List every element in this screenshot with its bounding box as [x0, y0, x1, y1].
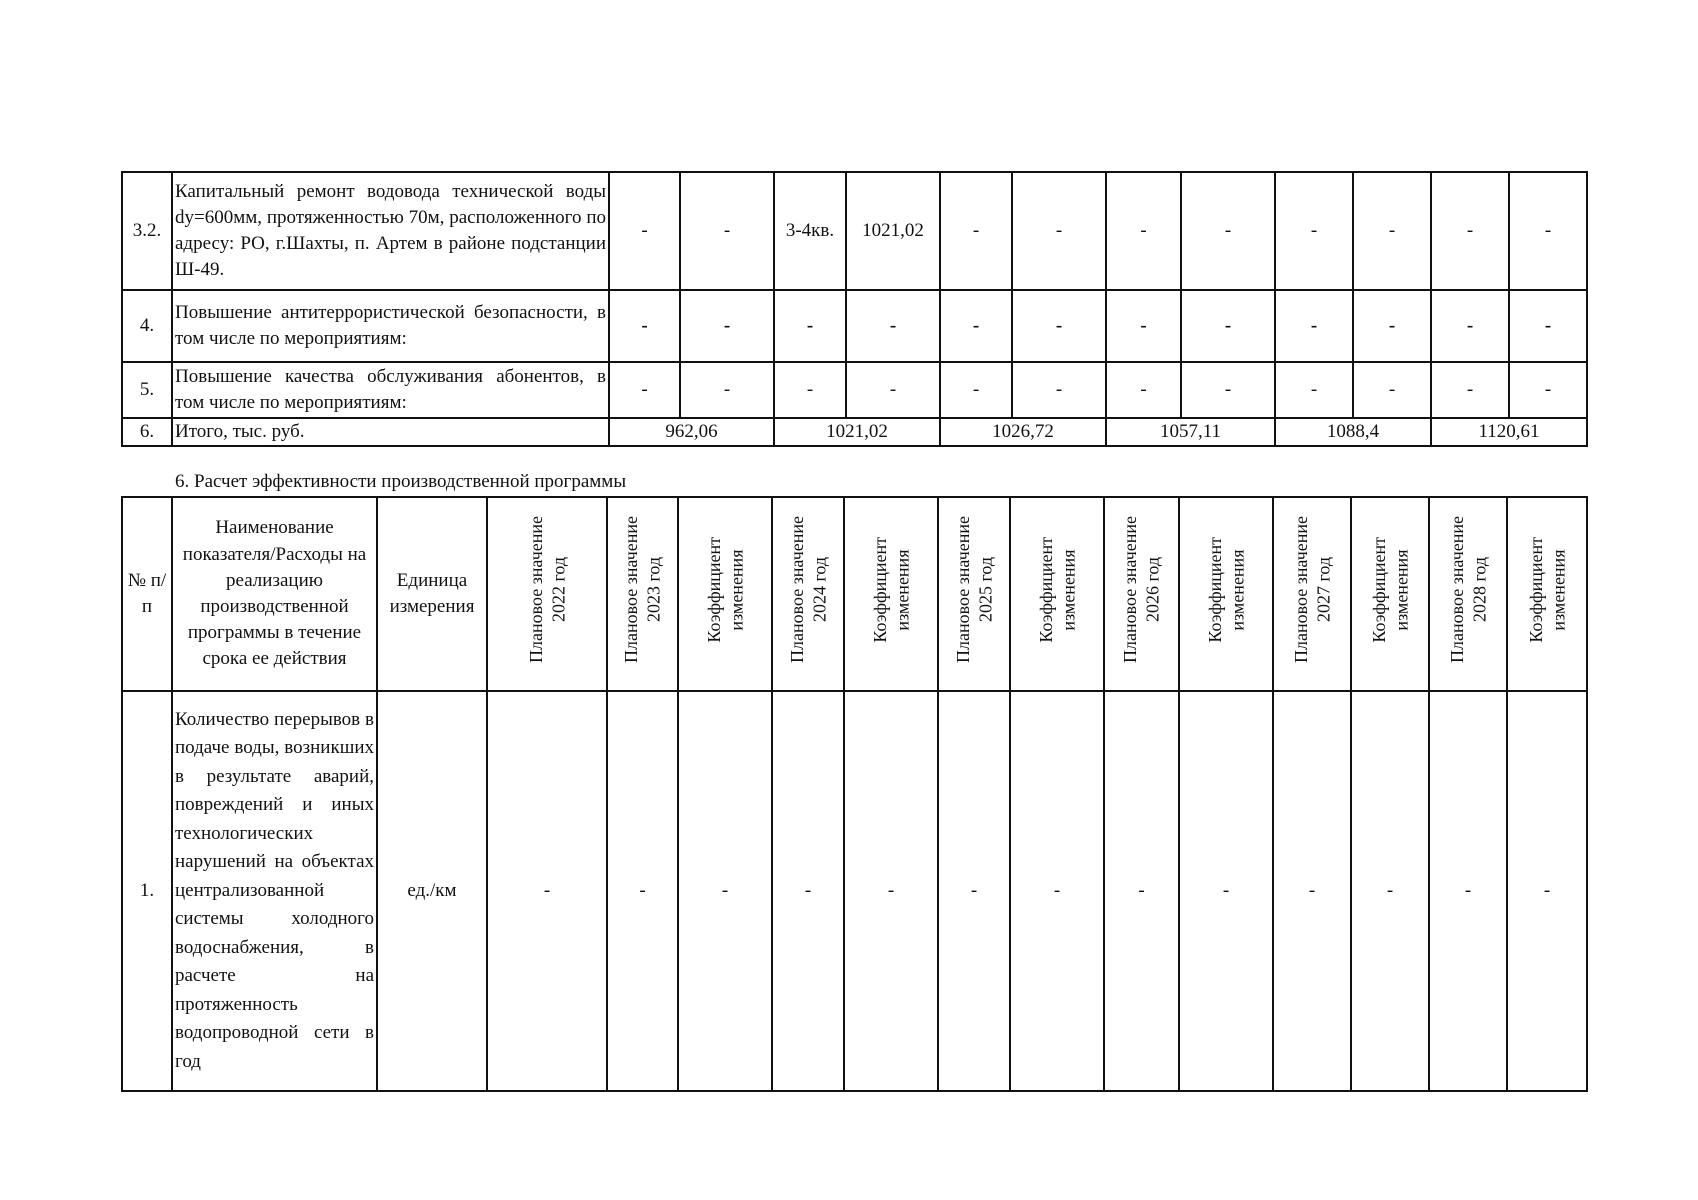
indicator-name: Количество перерывов в подаче воды, возникших в результате аварий, повреждений и иных технологических нарушений на объектах централизованной системы холодного водоснабжения, в расчете на протяженность водопроводной сети в год [172, 691, 377, 1091]
header-number: № п/п [122, 497, 172, 691]
table-cell: - [1507, 691, 1587, 1091]
table-cell: - [1275, 290, 1353, 362]
table-cell: - [1106, 362, 1181, 418]
header-column-label: Коэффициент изменения [1368, 537, 1411, 643]
table-cell: - [1353, 172, 1431, 290]
table-cell: - [1104, 691, 1179, 1091]
table-cell: - [1179, 691, 1273, 1091]
header-column [1273, 497, 1351, 691]
header-column-label: Плановое значение 2022 год [525, 516, 568, 664]
header-column [844, 497, 938, 691]
table-cell: - [1429, 691, 1507, 1091]
header-unit: Единица измерения [377, 497, 487, 691]
total-value: 1057,11 [1106, 418, 1275, 446]
row-number: 6. [122, 418, 172, 446]
measure-name: Повышение качества обслуживания абонентов, в том числе по мероприятиям: [172, 362, 609, 418]
header-column [1179, 497, 1273, 691]
table-cell: - [844, 691, 938, 1091]
total-label: Итого, тыс. руб. [172, 418, 609, 446]
header-column-label: Плановое значение 2028 год [1446, 516, 1489, 664]
table-cell: - [680, 172, 774, 290]
header-name: Наименование показателя/Расходы на реализацию производственной программы в течение срока ее действия [172, 497, 377, 691]
table-cell: - [940, 172, 1012, 290]
table-cell: - [607, 691, 678, 1091]
table-cell: - [846, 290, 940, 362]
table-cell: - [940, 362, 1012, 418]
row-number: 5. [122, 362, 172, 418]
table-cell: - [1012, 362, 1106, 418]
row-number: 3.2. [122, 172, 172, 290]
table-cell: - [774, 362, 846, 418]
total-value: 1026,72 [940, 418, 1106, 446]
table-cell: - [609, 172, 680, 290]
table-cell: - [1106, 290, 1181, 362]
table-cell: - [938, 691, 1010, 1091]
table-cell: - [609, 290, 680, 362]
table-cell: - [1509, 172, 1587, 290]
table-cell: - [1275, 362, 1353, 418]
header-column-label: Коэффициент изменения [1525, 537, 1568, 643]
header-column [1351, 497, 1429, 691]
table-row [122, 691, 1587, 1091]
header-column-label: Плановое значение 2025 год [952, 516, 995, 664]
table-cell: - [1351, 691, 1429, 1091]
header-column [1104, 497, 1179, 691]
total-value: 962,06 [609, 418, 774, 446]
table-cell: - [1181, 290, 1275, 362]
measure-name: Капитальный ремонт водовода технической воды dy=600мм, протяженностью 70м, расположенного по адресу: РО, г.Шахты, п. Артем в районе подстанции Ш-49. [172, 172, 609, 290]
header-column-label: Коэффициент изменения [703, 537, 746, 643]
table-cell: - [680, 290, 774, 362]
table-cell: - [1012, 290, 1106, 362]
table-cell: - [487, 691, 607, 1091]
table-row [122, 290, 1587, 362]
efficiency-table [121, 496, 1588, 1092]
header-column-label: Коэффициент изменения [1035, 537, 1078, 643]
header-column [1507, 497, 1587, 691]
table-cell: - [609, 362, 680, 418]
table-cell: - [774, 290, 846, 362]
measures-table [121, 171, 1588, 447]
table-cell: - [1353, 362, 1431, 418]
table-row [122, 172, 1587, 290]
header-column-label: Плановое значение 2027 год [1290, 516, 1333, 664]
header-column-label: Коэффициент изменения [869, 537, 912, 643]
table-cell: - [940, 290, 1012, 362]
total-value: 1088,4 [1275, 418, 1431, 446]
table-cell: 3-4кв. [774, 172, 846, 290]
table-cell: - [1106, 172, 1181, 290]
table-cell: - [772, 691, 844, 1091]
total-row [122, 418, 1587, 446]
header-column-label: Плановое значение 2023 год [621, 516, 664, 664]
section-title: 6. Расчет эффективности производственной программы [175, 471, 627, 492]
total-value: 1120,61 [1431, 418, 1587, 446]
table-cell: - [1275, 172, 1353, 290]
row-number: 1. [122, 691, 172, 1091]
table-cell: - [680, 362, 774, 418]
table-cell: - [1509, 362, 1587, 418]
total-value: 1021,02 [774, 418, 940, 446]
header-row [122, 497, 1587, 691]
table-cell: - [1181, 172, 1275, 290]
table-cell: - [1273, 691, 1351, 1091]
row-number: 4. [122, 290, 172, 362]
header-column [607, 497, 678, 691]
table-cell: - [846, 362, 940, 418]
header-column-label: Коэффициент изменения [1204, 537, 1247, 643]
table-cell: - [1431, 290, 1509, 362]
header-column [1429, 497, 1507, 691]
table-cell: - [1012, 172, 1106, 290]
header-column [772, 497, 844, 691]
table-cell: - [678, 691, 772, 1091]
table-cell: - [1431, 362, 1509, 418]
measure-name: Повышение антитеррористической безопасности, в том числе по мероприятиям: [172, 290, 609, 362]
table-cell: - [1353, 290, 1431, 362]
header-column-label: Плановое значение 2026 год [1120, 516, 1163, 664]
table-cell: - [1509, 290, 1587, 362]
table-row [122, 362, 1587, 418]
header-column [1010, 497, 1104, 691]
table-cell: - [1181, 362, 1275, 418]
table-cell: - [1431, 172, 1509, 290]
header-column [678, 497, 772, 691]
table-cell: 1021,02 [846, 172, 940, 290]
header-column-label: Плановое значение 2024 год [786, 516, 829, 664]
table-cell: - [1010, 691, 1104, 1091]
header-column [938, 497, 1010, 691]
unit: ед./км [377, 691, 487, 1091]
header-column [487, 497, 607, 691]
